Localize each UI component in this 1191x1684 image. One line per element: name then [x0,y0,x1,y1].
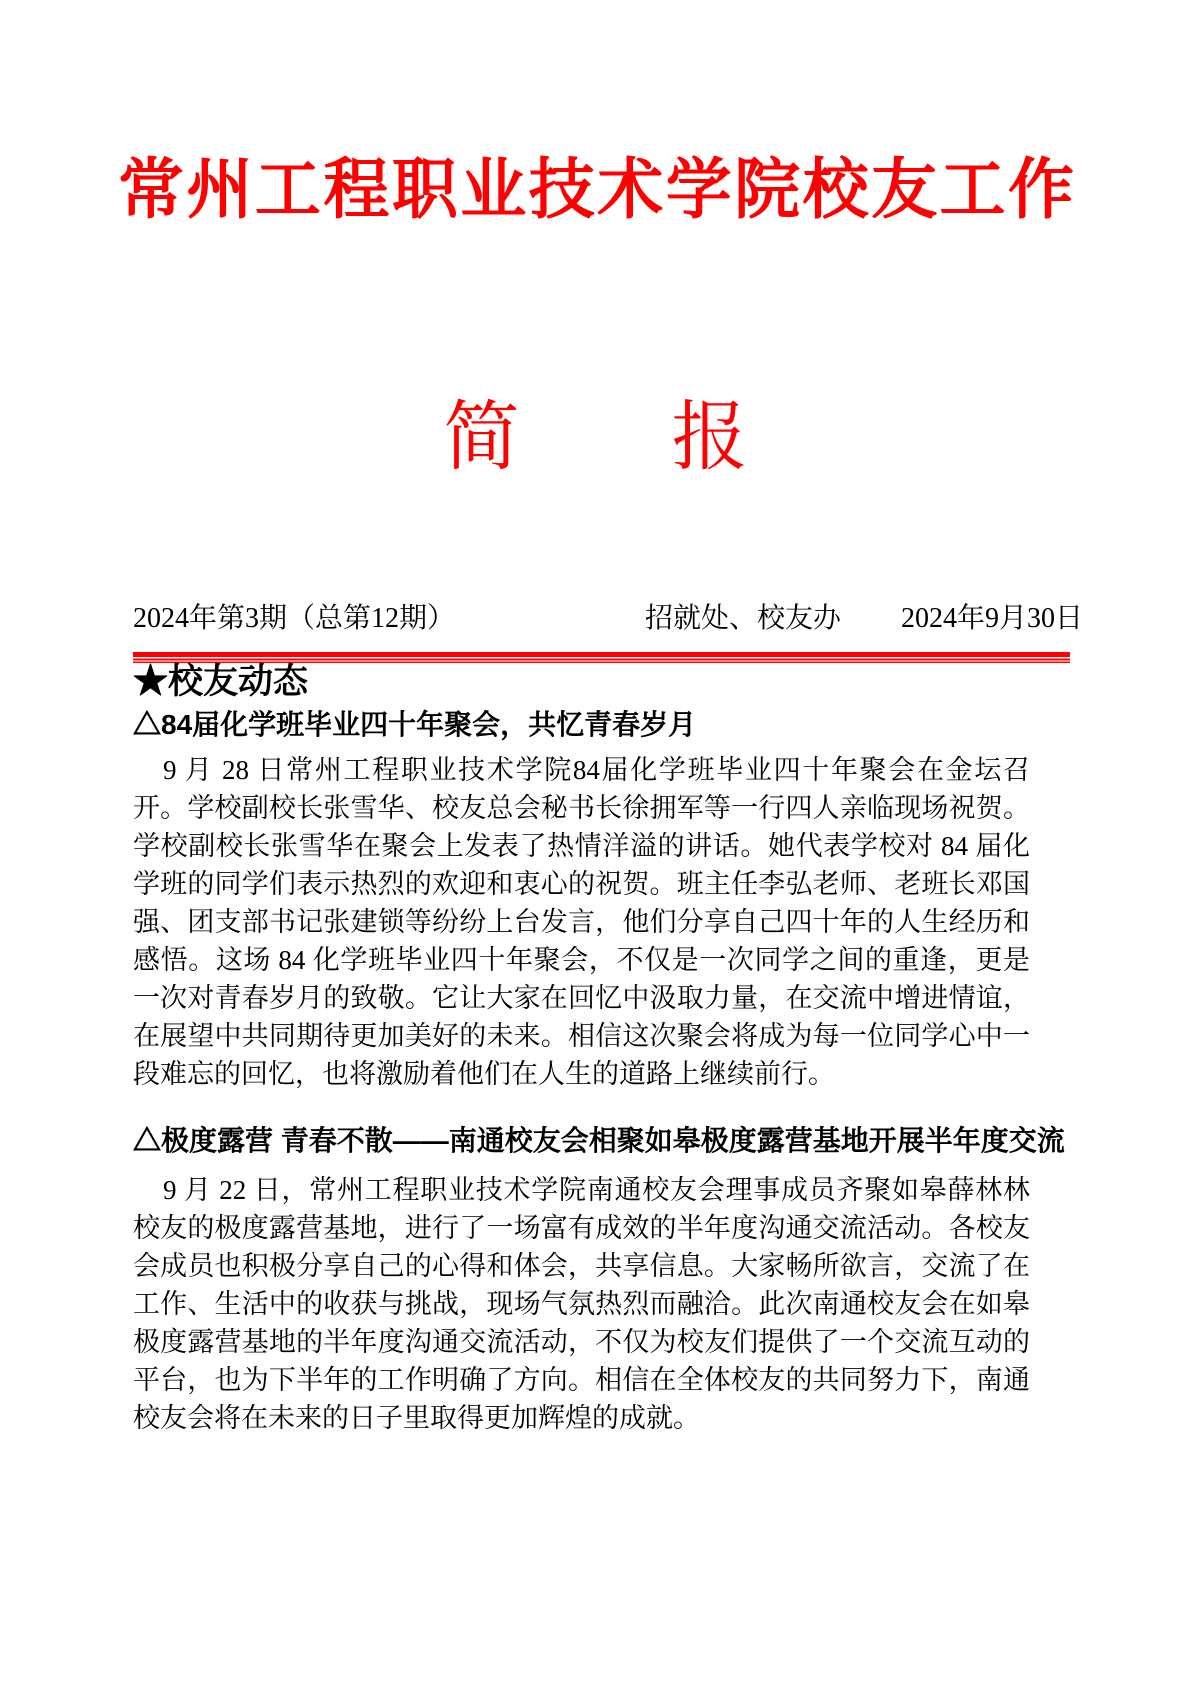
issue-meta-row [133,596,1083,636]
article-body-reunion: 9 月 28 日常州工程职业技术学院84届化学班毕业四十年聚会在金坛召开。学校副校长张雪华、校友总会秘书长徐拥军等一行四人亲临现场祝贺。 学校副校长张雪华在聚会上发表了热情洋溢的讲话。她代表学校对 84 届化学班的同学们表示热烈的欢迎和衷心的祝贺。班主任李弘老师、老班长邓国强、团支部书记张建锁等纷纷上台发言，他们分享自己四十年的人生经历和感悟。这场 84 化学班毕业四十年聚会，不仅是一次同学之间的重逢，更是一次对青春岁月的致敬。它让大家在回忆中汲取力量，在交流中增进情谊，在展望中共同期待更加美好的未来。相信这次聚会将成为每一位同学心中一段难忘的回忆，也将激励着他们在人生的道路上继续前行。 [133,755,1030,1089]
publish-date: 2024年9月30日 [900,603,1083,634]
article-title-camping: △极度露营 青春不散——南通校友会相聚如皋极度露营基地开展半年度交流 [133,1125,1065,1156]
article-body-camping: 9 月 22 日，常州工程职业技术学院南通校友会理事成员齐聚如皋薛林林校友的极度露营基地，进行了一场富有成效的半年度沟通交流活动。各校友会成员也积极分享自己的心得和体会，共享信息。大家畅所欲言，交流了在工作、生活中的收获与挑战，现场气氛热烈而融洽。此次南通校友会在如皋极度露营基地的半年度沟通交流活动，不仅为校友们提供了一个交流互动的平台，也为下半年的工作明确了方向。相信在全体校友的共同努力下，南通校友会将在未来的日子里取得更加辉煌的成就。 [133,1175,1030,1433]
issue-number: 2024年第3期（总第12期） [133,603,456,634]
article-title-reunion: △84届化学班毕业四十年聚会，共忆青春岁月 [133,709,697,740]
publisher-office: 招就处、校友办 [645,603,842,634]
masthead-bulletin-title: 简 报 [443,395,748,480]
masthead-org-title: 常州工程职业技术学院校友工作 [118,152,1076,226]
section-heading-alumni-news: ★校友动态 [133,662,309,701]
